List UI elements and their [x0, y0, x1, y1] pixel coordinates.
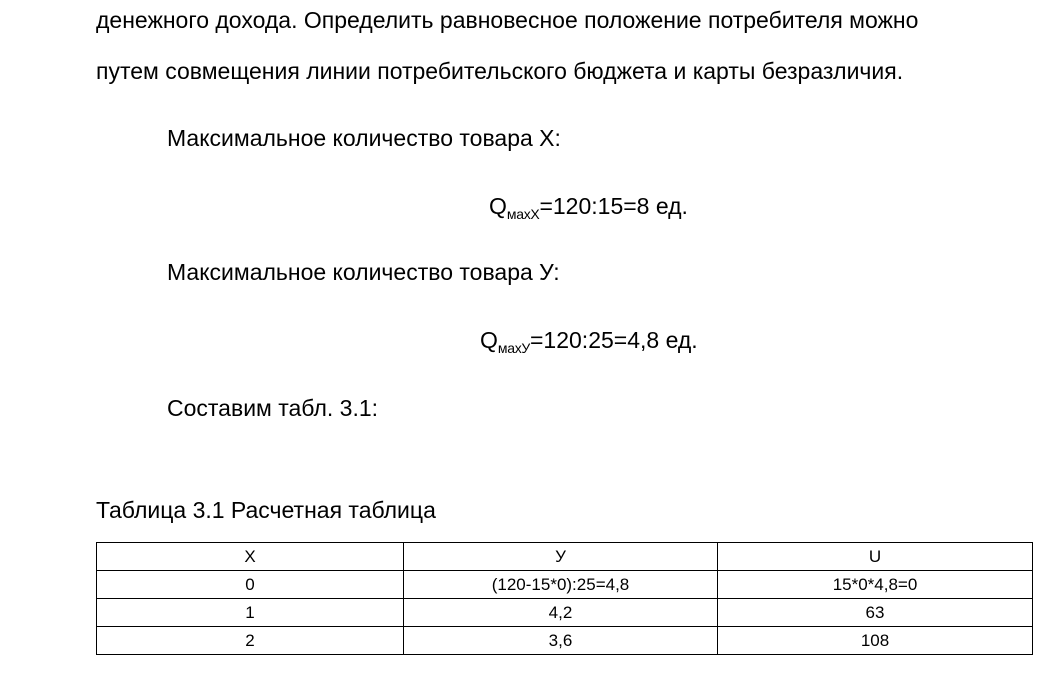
table-row	[97, 599, 1033, 627]
cell-x: 0	[97, 571, 404, 599]
cell-u: 108	[718, 627, 1033, 655]
calculation-table	[96, 542, 1033, 655]
formula-max-y-rest: =120:25=4,8 ед.	[530, 327, 698, 353]
paragraph-line-1: денежного дохода. Определить равновесное положение потребителя можно	[96, 7, 919, 33]
table-row	[97, 627, 1033, 655]
cell-y: 4,2	[404, 599, 718, 627]
table-header-row	[97, 543, 1033, 571]
paragraph-line-2: путем совмещения линии потребительского бюджета и карты безразличия.	[96, 58, 904, 84]
header-x: X	[97, 543, 404, 571]
table-caption: Таблица 3.1 Расчетная таблица	[96, 497, 436, 523]
cell-x: 1	[97, 599, 404, 627]
cell-x: 2	[97, 627, 404, 655]
table-row	[97, 571, 1033, 599]
cell-u: 15*0*4,8=0	[718, 571, 1033, 599]
formula-max-x-base: Q	[489, 193, 507, 219]
formula-max-y	[480, 326, 698, 357]
formula-max-x-rest: =120:15=8 ед.	[539, 193, 688, 219]
compose-table-text: Составим табл. 3.1:	[167, 395, 379, 421]
header-y: У	[404, 543, 718, 571]
cell-y: (120-15*0):25=4,8	[404, 571, 718, 599]
header-u: U	[718, 543, 1033, 571]
formula-max-y-subscript: махУ	[497, 340, 530, 356]
cell-u: 63	[718, 599, 1033, 627]
max-x-label: Максимальное количество товара X:	[167, 125, 561, 151]
max-y-label: Максимальное количество товара У:	[167, 259, 560, 285]
formula-max-x	[489, 192, 688, 223]
cell-y: 3,6	[404, 627, 718, 655]
formula-max-y-base: Q	[480, 327, 498, 353]
formula-max-x-subscript: махX	[506, 206, 540, 222]
